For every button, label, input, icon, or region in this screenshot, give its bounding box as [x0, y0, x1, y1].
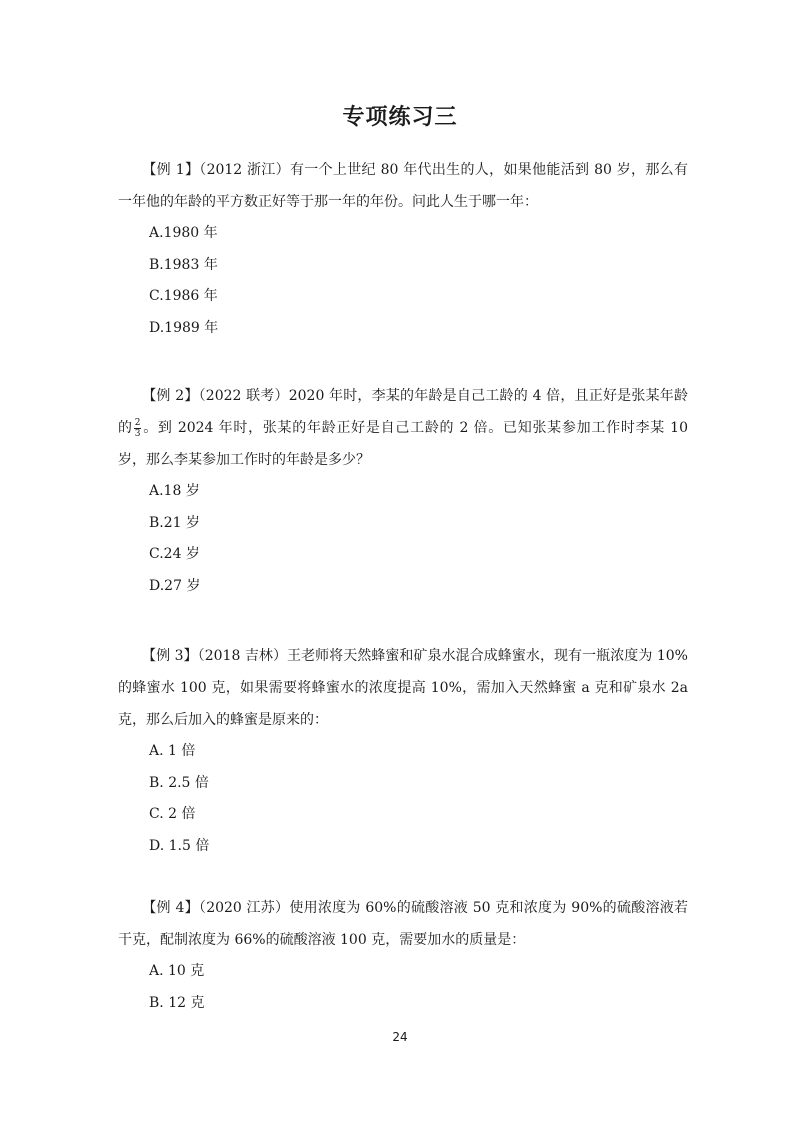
question-1-option-a: A.1980 年: [149, 225, 218, 241]
page-number: 24: [392, 1030, 408, 1044]
question-3-option-a: A. 1 倍: [149, 743, 196, 759]
question-1-option-c: C.1986 年: [149, 288, 218, 304]
question-1-option-d: D.1989 年: [149, 319, 219, 336]
question-2-option-c: C.24 岁: [149, 546, 200, 562]
question-3-option-c: C. 2 倍: [149, 806, 196, 822]
question-1-option-b: B.1983 年: [149, 256, 218, 273]
question-2-option-b: B.21 岁: [149, 514, 201, 531]
question-4-option-a: A. 10 克: [149, 963, 205, 979]
page-title: 专项练习三: [342, 105, 458, 130]
question-3-stem: 【例 3】（2018 吉林）王老师将天然蜂蜜和矿泉水混合成蜂蜜水，现有一瓶浓度为 10%的蜂蜜水 100 克，如果需要将蜂蜜水的浓度提高 10%，需加入天然蜂蜜 a 克和矿泉水 2a 克，那么后加入的蜂蜜是原来的：: [118, 648, 688, 728]
fraction-two-thirds: $\frac{2}{3}$: [134, 417, 141, 439]
question-4: [0, 892, 800, 1019]
question-4-option-b: B. 12 克: [149, 994, 205, 1011]
question-1: [0, 154, 800, 344]
question-2: [0, 380, 800, 602]
question-2-option-a: A.18 岁: [149, 483, 200, 499]
question-3: [0, 640, 800, 862]
question-1-stem: 【例 1】（2012 浙江）有一个上世纪 80 年代出生的人，如果他能活到 80 岁，那么有一年他的年龄的平方数正好等于那一年的年份。问此人生于哪一年：: [118, 162, 688, 210]
question-4-stem: 【例 4】（2020 江苏）使用浓度为 60%的硫酸溶液 50 克和浓度为 90%的硫酸溶液若干克，配制浓度为 66%的硫酸溶液 100 克，需要加水的质量是：: [118, 900, 688, 948]
question-2-stem: 【例 2】（2022 联考）2020 年时，李某的年龄是自己工龄的 4 倍，且正好是张某年龄的 $\frac{2}{3}$ 。到 2024 年时，张某的年龄正好是自己工龄的 2 倍。已知张某参加工作时李某 10 岁，那么李某参加工作时的年龄是多少？: [118, 388, 688, 468]
question-2-option-d: D.27 岁: [149, 577, 201, 594]
question-3-option-b: B. 2.5 倍: [149, 774, 209, 791]
question-3-option-d: D. 1.5 倍: [149, 837, 210, 854]
